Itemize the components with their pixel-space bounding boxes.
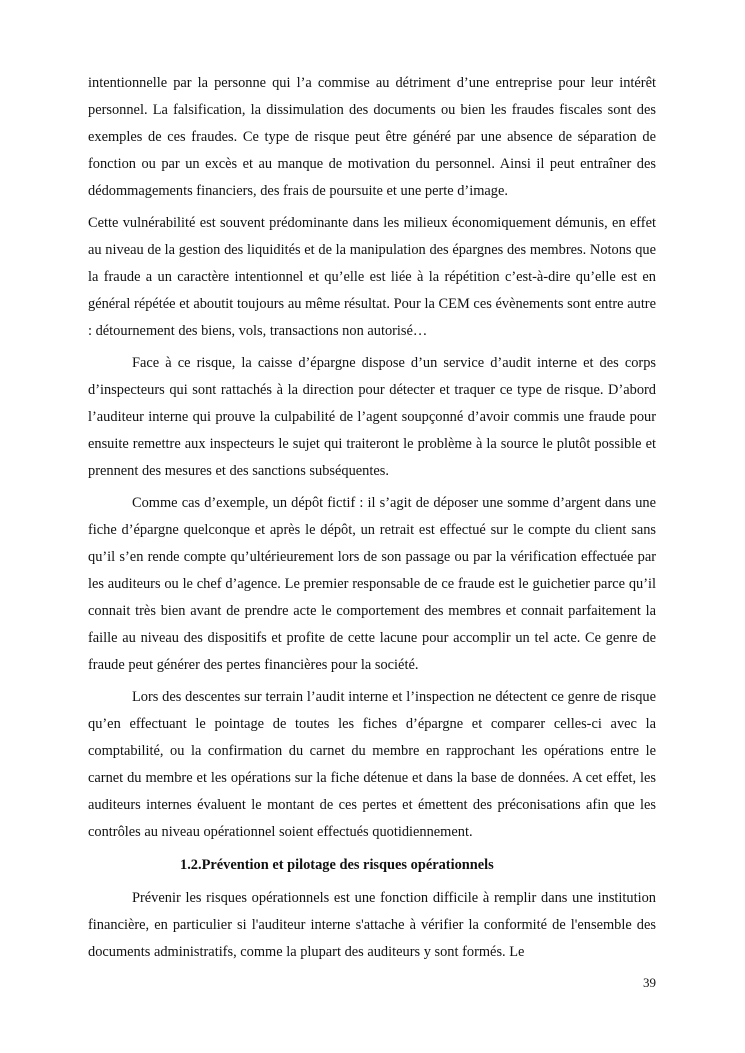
section-heading: 1.2.Prévention et pilotage des risques opérationnels [180,857,494,873]
paragraph-fraud-definition: intentionnelle par la personne qui l’a commise au détriment d’une entreprise pour leur intérêt personnel. La falsification, la dissimulation des documents ou bien les fraudes fiscales sont des exemples de ces fraudes. Ce type de risque peut être généré par une absence de séparation de fonction ou par un excès et au manque de motivation du personnel. Ainsi il peut entraîner des dédommagements financiers, des frais de poursuite et une perte d’image. [88,75,656,199]
paragraph-prevention-intro: Prévenir les risques opérationnels est une fonction difficile à remplir dans une institution financière, en particulier si l'auditeur interne s'attache à vérifier la conformité de l'ensemble des documents administratifs, comme la plupart des auditeurs y sont formés. Le [88,890,656,960]
paragraph-vulnerability: Cette vulnérabilité est souvent prédominante dans les milieux économiquement démunis, en effet au niveau de la gestion des liquidités et de la manipulation des épargnes des membres. Notons que la fraude a un caractère intentionnel et qu’elle est liée à la répétition c’est-à-dire qu’elle est en général répétée et aboutit toujours au même résultat. Pour la CEM ces évènements sont entre autre : détournement des biens, vols, transactions non autorisé… [88,215,656,339]
paragraph-fictitious-deposit-example: Comme cas d’exemple, un dépôt fictif : il s’agit de déposer une somme d’argent dans une fiche d’épargne quelconque et après le dépôt, un retrait est effectué sur le compte du client sans qu’il s’en rende compte qu’ultérieurement lors de son passage ou par la vérification effectuée par les auditeurs ou le chef d’agence. Le premier responsable de ce fraude est le guichetier parce qu’il connait très bien avant de prendre acte le comportement des membres et connait parfaitement la faille au niveau des dispositifs et profite de cette lacune pour accomplir un tel acte. Ce genre de fraude peut générer des pertes financières pour la société. [88,495,656,673]
page-number: 39 [643,975,656,990]
paragraph-detection-controls: Lors des descentes sur terrain l’audit interne et l’inspection ne détectent ce genre de risque qu’en effectuant le pointage de toutes les fiches d’épargne et comparer celles-ci avec la comptabilité, ou la confirmation du carnet du membre en rapprochant les opérations entre le carnet du membre et les opérations sur la fiche détenue et dans la base de données. A cet effet, les auditeurs internes évaluent le montant de ces pertes et émettent des préconisations afin que les contrôles au niveau opérationnel soient effectués quotidiennement. [88,689,656,840]
paragraph-internal-audit-response: Face à ce risque, la caisse d’épargne dispose d’un service d’audit interne et des corps d’inspecteurs qui sont rattachés à la direction pour détecter et traquer ce type de risque. D’abord l’auditeur interne qui prouve la culpabilité de l’agent soupçonné d’avoir commis une fraude pour ensuite remettre aux inspecteurs le sujet qui traiteront le problème à la source le plutôt possible et prennent des mesures et des sanctions subséquentes. [88,355,656,479]
page-body [88,70,656,971]
